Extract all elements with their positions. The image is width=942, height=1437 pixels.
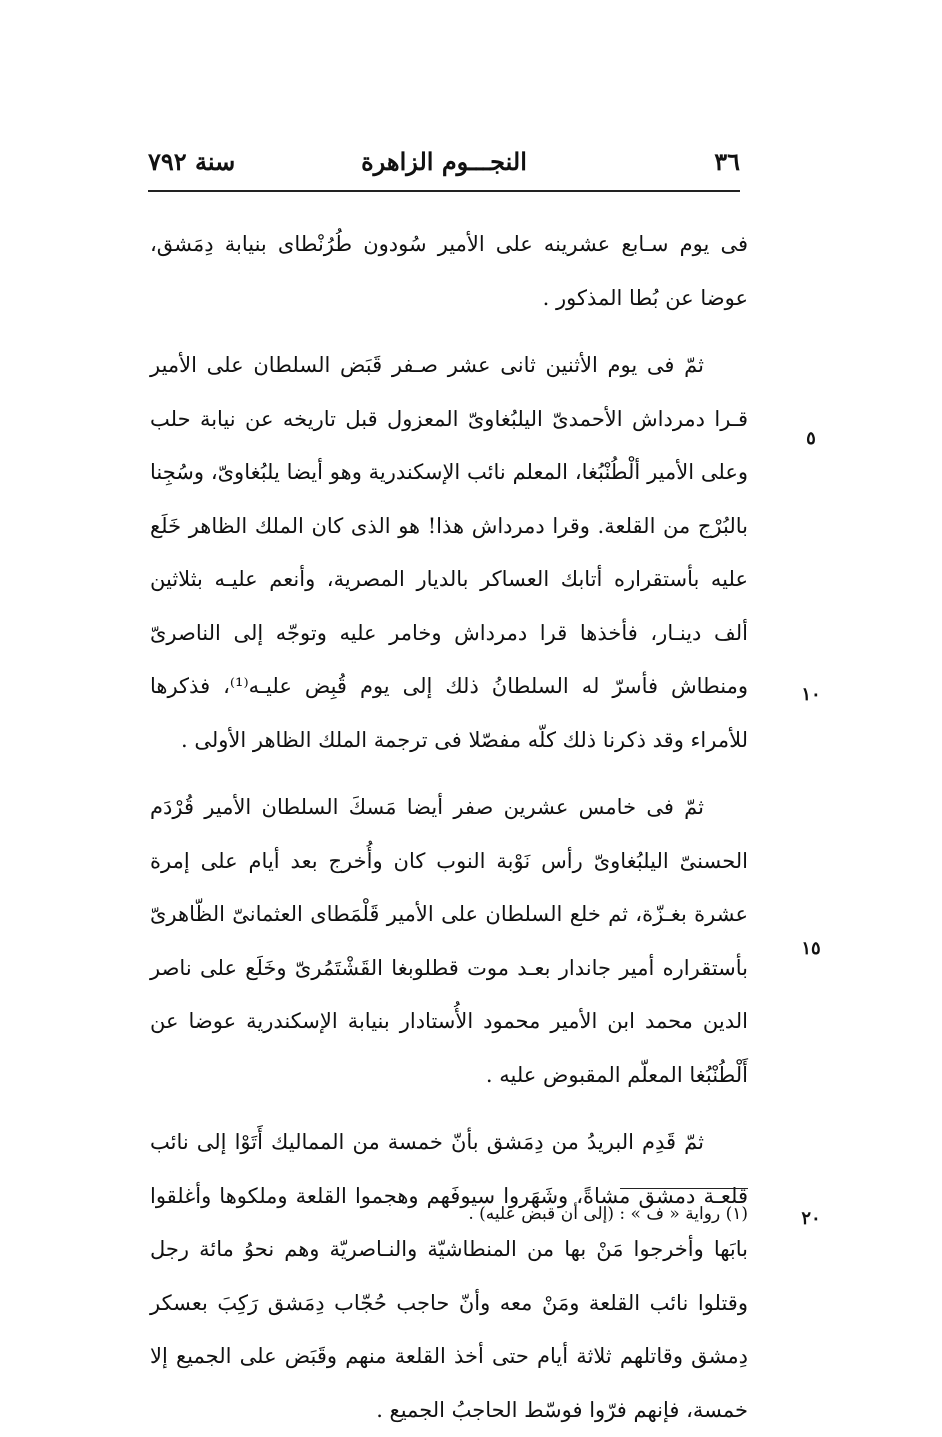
footnote: (١) رواية « ف » : (إلى أن قبض عليه) . <box>468 1204 748 1224</box>
page-number: ٣٦ <box>714 147 740 176</box>
line-number-10: ١٠ <box>801 684 821 705</box>
year-label: سنة ٧٩٢ <box>148 147 236 176</box>
paragraph-2: ثمّ فى يوم الأثنين ثانى عشر صـفر قَبَض السلطان على الأمير قـرا دمرداش الأحمدىّ اليلبُغاوىّ المعزول قبل تاريخه عن نيابة حلب وعلى الأمير ألْطُنْبُغا، المعلم نائب الإسكندرية وهو أيضا يلبُغاوىّ، وسُجِنا بالبُرْج من القلعة. وقرا دمرداش هذا! هو الذى كان الملك الظاهر خَلَع عليه بأستقراره أتابك العساكر بالديار المصرية، وأنعم عليـه بثلاثين ألف دينـار، فأخذها قرا دمرداش وخامر عليه وتوجّه إلى الناصرىّ ومنطاش فأسرّ له السلطانُ ذلك إلى يوم قُبِض عليـه⁽¹⁾، فذكرها للأمراء وقد ذكرنا ذلك كلّه مفصّلا فى ترجمة الملك الظاهر الأولى . <box>150 353 748 752</box>
paragraph-gap <box>150 1102 748 1116</box>
paragraph-3: ثمّ فى خامس عشرين صفر أيضا مَسكَ السلطان الأمير قُرْدَم الحسنىّ اليلبُغاوىّ رأس نَوْبة النوب كان وأُخرج بعد أيام على إمرة عشرة بغـزّة، ثم خلع السلطان على الأمير قَلْمَطاى العثمانىّ الظّاهرىّ بأستقراره أمير جاندار بعـد موت قطلوبغا القَشْتَمُرىّ وخَلَع على ناصر الدين محمد ابن الأمير محمود الأُستادار بنيابة الإسكندرية عوضا عن أَلْطُنْبُغا المعلّم المقبوض عليه . <box>150 795 748 1087</box>
line-number-20: ٢٠ <box>801 1208 821 1229</box>
paragraph-gap <box>150 767 748 781</box>
line-number-5: ٥ <box>806 428 816 449</box>
paragraph-1: فى يوم سـابع عشرينه على الأمير سُودون طُرُنْطاى بنيابة دِمَشق، عوضا عن بُطا المذكور . <box>150 232 748 310</box>
header-divider <box>148 190 740 192</box>
paragraph-4: ثمّ قَدِم البريدُ من دِمَشق بأنّ خمسة من المماليك أَتَوْا إلى نائب قلعـة دمشق مشاةً، وشَهَروا سيوفَهم وهجموا القلعة وملكوها وأغلقوا بابَها وأخرجوا مَنْ بها من المنطاشيّة والنـاصريّة وهم نحوُ مائة رجل وقتلوا نائب القلعة ومَنْ معه وأنّ حاجب حُجّاب دِمَشق رَكِبَ بعسكر دِمشق وقاتلهم ثلاثة أيام حتى أخذ القلعة منهم وقَبَض على الجميع إلا خمسة، فإنهم فرّوا فوسّط الحاجبُ الجميع . <box>150 1130 749 1422</box>
running-header <box>148 143 740 183</box>
main-text <box>150 218 748 1437</box>
line-number-15: ١٥ <box>801 938 821 959</box>
book-title: النجـــوم الزاهرة <box>361 147 527 176</box>
footnote-divider <box>620 1188 748 1189</box>
paragraph-gap <box>150 325 748 339</box>
